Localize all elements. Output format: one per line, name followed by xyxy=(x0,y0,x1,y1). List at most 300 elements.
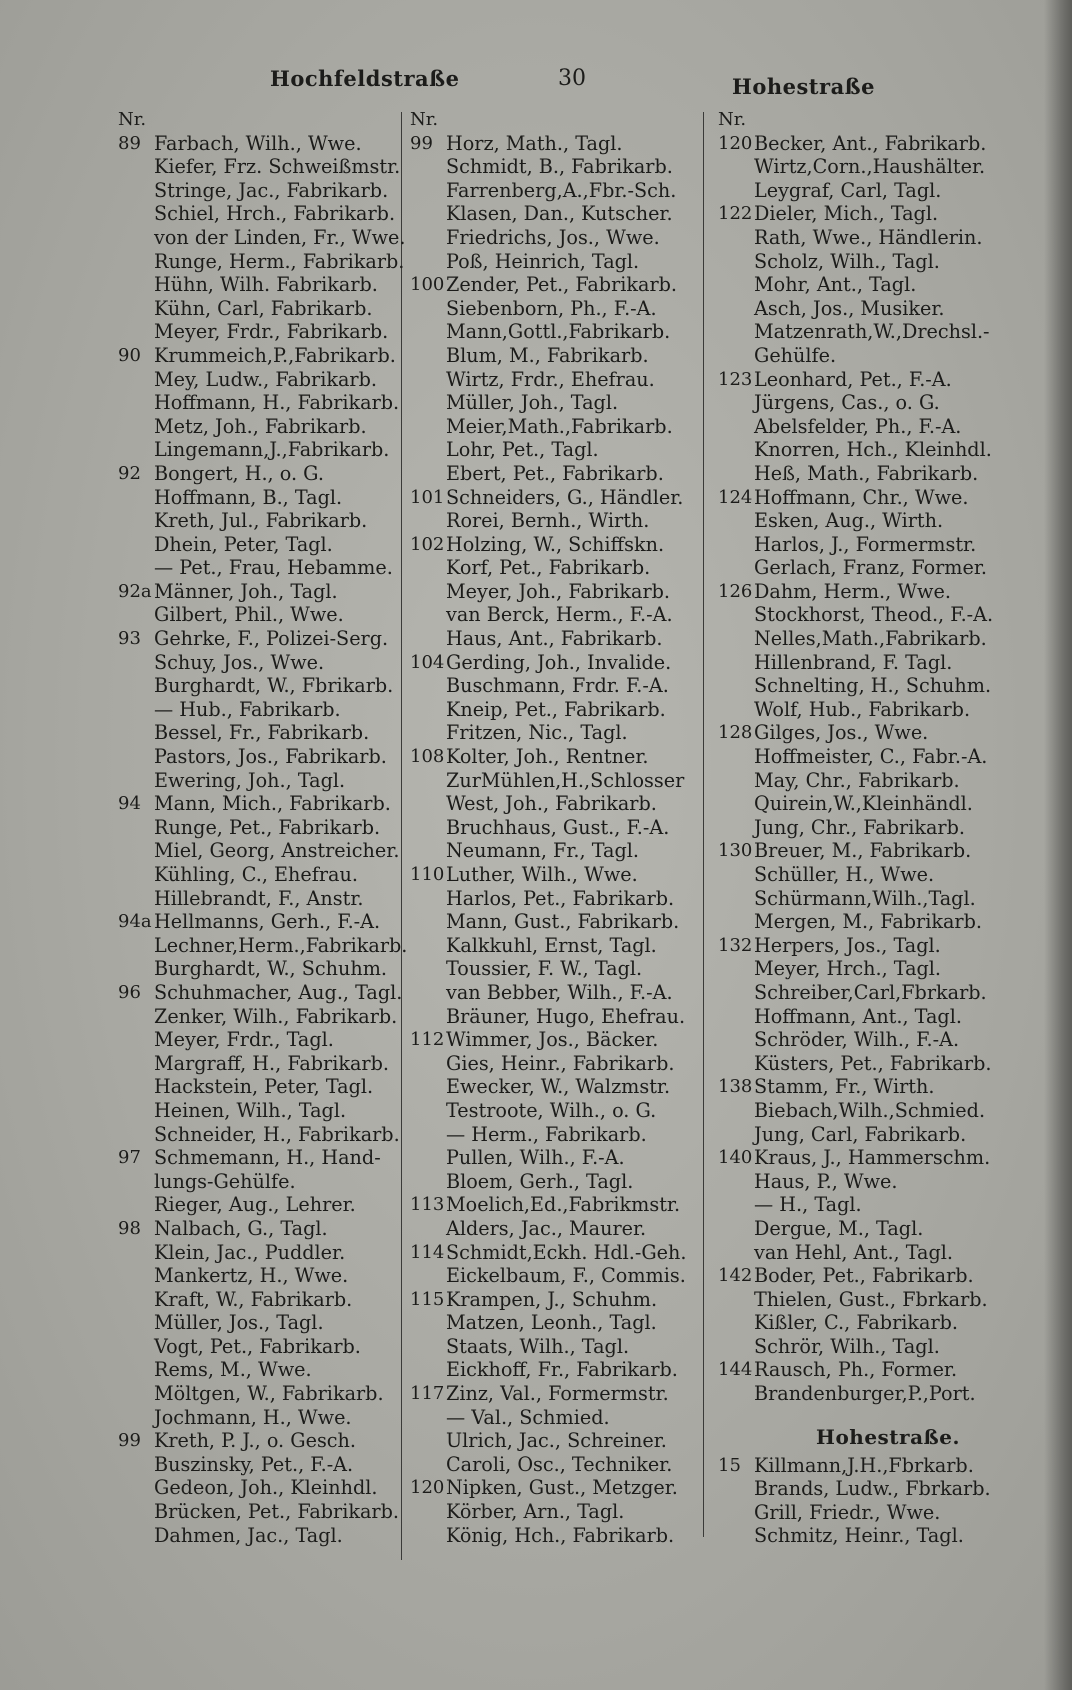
list-item xyxy=(118,391,408,415)
resident-entry: Kreth, P. J., o. Gesch. xyxy=(154,1429,356,1453)
list-item xyxy=(718,745,1018,769)
resident-entry: Haus, P., Wwe. xyxy=(754,1169,898,1193)
list-item xyxy=(410,651,710,675)
list-item xyxy=(718,1311,1018,1335)
list-item xyxy=(410,1123,710,1147)
resident-entry: Heß, Math., Fabrikarb. xyxy=(754,461,979,485)
house-number: 144 xyxy=(718,1359,753,1381)
resident-entry: Harlos, Pet., Fabrikarb. xyxy=(446,886,675,910)
house-number: 89 xyxy=(118,132,141,154)
resident-entry: Siebenborn, Ph., F.-A. xyxy=(446,296,657,320)
resident-entry: Farbach, Wilh., Wwe. xyxy=(154,131,362,155)
resident-entry: Matzen, Leonh., Tagl. xyxy=(446,1311,657,1335)
list-item xyxy=(410,745,710,769)
list-item xyxy=(118,486,408,510)
resident-entry: Schneiders, G., Händler. xyxy=(446,485,684,509)
house-number: 140 xyxy=(718,1147,753,1169)
resident-entry: Metz, Joh., Fabrikarb. xyxy=(154,414,367,438)
list-item xyxy=(410,816,710,840)
list-item xyxy=(118,462,408,486)
resident-entry: Buschmann, Frdr. F.-A. xyxy=(446,674,669,698)
list-item xyxy=(118,721,408,745)
resident-entry: Esken, Aug., Wirth. xyxy=(754,509,944,533)
list-item xyxy=(118,1429,408,1453)
list-item xyxy=(118,1099,408,1123)
resident-entry: König, Hch., Fabrikarb. xyxy=(446,1523,675,1547)
list-item xyxy=(718,1028,1018,1052)
right-street-title: Hohestraße xyxy=(732,74,875,99)
resident-entry: Müller, Jos., Tagl. xyxy=(154,1311,324,1335)
resident-entry: Meyer, Joh., Fabrikarb. xyxy=(446,579,671,603)
resident-entry: Holzing, W., Schiffskn. xyxy=(446,532,665,556)
resident-entry: Schmidt,Eckh. Hdl.-Geh. xyxy=(446,1240,687,1264)
list-item xyxy=(718,273,1018,297)
list-item xyxy=(718,1288,1018,1312)
resident-entry: Gies, Heinr., Fabrikarb. xyxy=(446,1051,675,1075)
resident-entry: Hillebrandt, F., Anstr. xyxy=(154,886,364,910)
list-item xyxy=(718,887,1018,911)
list-item xyxy=(718,1241,1018,1265)
list-item xyxy=(118,1335,408,1359)
house-number: 98 xyxy=(118,1217,141,1239)
page-edge-shadow xyxy=(1044,0,1072,1690)
list-item xyxy=(718,1146,1018,1170)
house-number: 99 xyxy=(118,1430,141,1452)
list-item xyxy=(118,698,408,722)
list-item xyxy=(718,1524,1018,1548)
resident-entry: Meyer, Frdr., Fabrikarb. xyxy=(154,320,389,344)
resident-entry: Schiel, Hrch., Fabrikarb. xyxy=(154,202,396,226)
resident-entry: — H., Tagl. xyxy=(754,1193,862,1217)
list-item xyxy=(118,179,408,203)
list-item xyxy=(718,391,1018,415)
list-item xyxy=(118,132,408,156)
resident-entry: Dahm, Herm., Wwe. xyxy=(754,579,951,603)
resident-entry: Leonhard, Pet., F.-A. xyxy=(754,367,952,391)
house-number: 100 xyxy=(410,274,445,296)
list-item xyxy=(118,627,408,651)
resident-entry: Meyer, Hrch., Tagl. xyxy=(754,957,942,981)
resident-entry: Nalbach, G., Tagl. xyxy=(154,1216,328,1240)
resident-entry: Dahmen, Jac., Tagl. xyxy=(154,1523,343,1547)
resident-entry: Dergue, M., Tagl. xyxy=(754,1216,924,1240)
list-item xyxy=(718,1075,1018,1099)
resident-entry: Lechner,Herm.,Fabrikarb. xyxy=(154,933,408,957)
list-item xyxy=(118,1193,408,1217)
list-item xyxy=(410,1146,710,1170)
resident-entry: Krummeich,P.,Fabrikarb. xyxy=(154,343,396,367)
list-item xyxy=(410,344,710,368)
list-item xyxy=(718,509,1018,533)
resident-entry: Eickelbaum, F., Commis. xyxy=(446,1264,686,1288)
list-item xyxy=(410,1476,710,1500)
list-item xyxy=(718,344,1018,368)
resident-entry: Jung, Chr., Fabrikarb. xyxy=(754,815,965,839)
list-item xyxy=(118,1146,408,1170)
resident-entry: West, Joh., Fabrikarb. xyxy=(446,792,657,816)
list-item xyxy=(118,957,408,981)
list-item xyxy=(410,981,710,1005)
list-item xyxy=(718,1123,1018,1147)
list-item xyxy=(718,580,1018,604)
house-number: 97 xyxy=(118,1147,141,1169)
resident-entry: Pullen, Wilh., F.-A. xyxy=(446,1146,625,1170)
resident-entry: Körber, Arn., Tagl. xyxy=(446,1500,625,1524)
resident-entry: Klein, Jac., Puddler. xyxy=(154,1240,346,1264)
left-street-title: Hochfeldstraße xyxy=(270,66,460,91)
list-item xyxy=(718,1052,1018,1076)
list-item xyxy=(118,580,408,604)
resident-entry: Ebert, Pet., Fabrikarb. xyxy=(446,461,664,485)
resident-entry: Schmitz, Heinr., Tagl. xyxy=(754,1524,964,1548)
resident-entry: Staats, Wilh., Tagl. xyxy=(446,1334,630,1358)
list-item xyxy=(118,1170,408,1194)
list-item xyxy=(118,792,408,816)
list-item xyxy=(718,981,1018,1005)
resident-entry: — Hub., Fabrikarb. xyxy=(154,697,341,721)
resident-entry: Hühn, Wilh. Fabrikarb. xyxy=(154,273,378,297)
resident-entry: Toussier, F. W., Tagl. xyxy=(446,957,643,981)
house-number: 102 xyxy=(410,533,445,555)
list-item xyxy=(118,1500,408,1524)
resident-entry: Kneip, Pet., Fabrikarb. xyxy=(446,697,666,721)
list-item xyxy=(118,816,408,840)
list-item xyxy=(718,863,1018,887)
house-number: 126 xyxy=(718,580,753,602)
resident-entry: Kalkkuhl, Ernst, Tagl. xyxy=(446,933,657,957)
list-item xyxy=(410,1005,710,1029)
list-item xyxy=(410,1264,710,1288)
resident-entry: Rorei, Bernh., Wirth. xyxy=(446,509,650,533)
list-item xyxy=(118,226,408,250)
resident-entry: Ulrich, Jac., Schreiner. xyxy=(446,1429,667,1453)
resident-entry: Mann, Gust., Fabrikarb. xyxy=(446,910,680,934)
list-item xyxy=(410,202,710,226)
house-number: 92a xyxy=(118,580,152,602)
list-item xyxy=(410,368,710,392)
list-item xyxy=(410,1028,710,1052)
house-number: 138 xyxy=(718,1076,753,1098)
list-item xyxy=(118,368,408,392)
resident-entry: Boder, Pet., Fabrikarb. xyxy=(754,1264,974,1288)
resident-entry: Buszinsky, Pet., F.-A. xyxy=(154,1452,354,1476)
list-item xyxy=(118,745,408,769)
list-item xyxy=(410,1288,710,1312)
resident-entry: Gedeon, Joh., Kleinhdl. xyxy=(154,1476,378,1500)
house-number: 113 xyxy=(410,1194,445,1216)
list-item xyxy=(718,1005,1018,1029)
list-item xyxy=(118,651,408,675)
nr-column-label: Nr. xyxy=(718,109,747,130)
resident-entry: Kißler, C., Fabrikarb. xyxy=(754,1311,958,1335)
list-item xyxy=(718,1501,1018,1525)
list-item xyxy=(718,132,1018,156)
resident-entry: Caroli, Osc., Techniker. xyxy=(446,1452,673,1476)
resident-entry: Alders, Jac., Maurer. xyxy=(446,1216,647,1240)
list-item xyxy=(718,816,1018,840)
list-item xyxy=(410,462,710,486)
column-3 xyxy=(718,108,1018,1548)
resident-entry: Männer, Joh., Tagl. xyxy=(154,579,338,603)
list-item xyxy=(410,486,710,510)
resident-entry: Schürmann,Wilh.,Tagl. xyxy=(754,886,976,910)
house-number: 15 xyxy=(718,1454,741,1476)
resident-entry: Wirtz,Corn.,Haushälter. xyxy=(754,155,986,179)
resident-entry: ZurMühlen,H.,Schlosser xyxy=(446,768,685,792)
house-number: 101 xyxy=(410,486,445,508)
list-item xyxy=(118,1453,408,1477)
list-item xyxy=(118,1358,408,1382)
list-item xyxy=(410,1524,710,1548)
list-item xyxy=(410,1453,710,1477)
resident-entry: Brücken, Pet., Fabrikarb. xyxy=(154,1500,399,1524)
list-item xyxy=(718,462,1018,486)
nr-column-label: Nr. xyxy=(118,109,147,130)
resident-entry: Bongert, H., o. G. xyxy=(154,461,324,485)
resident-entry: Kraus, J., Hammerschm. xyxy=(754,1146,991,1170)
list-item xyxy=(410,1241,710,1265)
resident-entry: Ewecker, W., Walzmstr. xyxy=(446,1075,671,1099)
list-item xyxy=(718,250,1018,274)
resident-entry: Stringe, Jac., Fabrikarb. xyxy=(154,178,389,202)
list-item xyxy=(410,580,710,604)
list-item xyxy=(718,603,1018,627)
list-item xyxy=(118,1075,408,1099)
list-item xyxy=(118,1382,408,1406)
resident-entry: Scholz, Wilh., Tagl. xyxy=(754,249,940,273)
resident-entry: Testroote, Wilh., o. G. xyxy=(446,1098,657,1122)
resident-entry: Meier,Math.,Fabrikarb. xyxy=(446,414,673,438)
list-item xyxy=(410,627,710,651)
list-item xyxy=(718,934,1018,958)
list-item xyxy=(718,1170,1018,1194)
resident-entry: Nipken, Gust., Metzger. xyxy=(446,1476,678,1500)
resident-entry: Mohr, Ant., Tagl. xyxy=(754,273,917,297)
house-number: 92 xyxy=(118,462,141,484)
list-item xyxy=(410,1052,710,1076)
list-item xyxy=(718,1217,1018,1241)
list-item xyxy=(410,1429,710,1453)
list-item xyxy=(718,297,1018,321)
house-number: 90 xyxy=(118,344,141,366)
list-item xyxy=(410,769,710,793)
resident-entry: van Hehl, Ant., Tagl. xyxy=(754,1240,954,1264)
resident-entry: Kiefer, Frz. Schweißmstr. xyxy=(154,155,401,179)
list-item xyxy=(410,839,710,863)
resident-entry: Kolter, Joh., Rentner. xyxy=(446,745,649,769)
resident-entry: Schmidt, B., Fabrikarb. xyxy=(446,155,673,179)
column-2 xyxy=(410,108,710,1547)
list-item xyxy=(718,226,1018,250)
resident-entry: May, Chr., Fabrikarb. xyxy=(754,768,960,792)
resident-entry: Quirein,W.,Kleinhändl. xyxy=(754,792,973,816)
nr-column-label: Nr. xyxy=(410,109,439,130)
resident-entry: Harlos, J., Formermstr. xyxy=(754,532,977,556)
list-item xyxy=(118,438,408,462)
list-item xyxy=(118,1264,408,1288)
resident-entry: Gerding, Joh., Invalide. xyxy=(446,650,672,674)
list-item xyxy=(410,556,710,580)
list-item xyxy=(410,957,710,981)
resident-entry: Gerlach, Franz, Former. xyxy=(754,556,988,580)
list-item xyxy=(410,674,710,698)
resident-entry: Abelsfelder, Ph., F.-A. xyxy=(754,414,962,438)
house-number: 130 xyxy=(718,840,753,862)
resident-entry: Thielen, Gust., Fbrkarb. xyxy=(754,1287,988,1311)
list-item xyxy=(118,509,408,533)
resident-entry: Breuer, M., Fabrikarb. xyxy=(754,839,972,863)
list-item xyxy=(718,627,1018,651)
resident-entry: Mergen, M., Fabrikarb. xyxy=(754,910,982,934)
list-item xyxy=(410,509,710,533)
list-item xyxy=(118,250,408,274)
resident-entry: Hackstein, Peter, Tagl. xyxy=(154,1075,374,1099)
list-item xyxy=(410,179,710,203)
column-1 xyxy=(118,108,408,1547)
list-item xyxy=(118,1028,408,1052)
resident-entry: Wimmer, Jos., Bäcker. xyxy=(446,1028,659,1052)
resident-entry: Schrör, Wilh., Tagl. xyxy=(754,1334,940,1358)
list-item xyxy=(410,1311,710,1335)
resident-entry: Haus, Ant., Fabrikarb. xyxy=(446,627,663,651)
house-number: 120 xyxy=(410,1477,445,1499)
resident-entry: Klasen, Dan., Kutscher. xyxy=(446,202,673,226)
resident-entry: Miel, Georg, Anstreicher. xyxy=(154,839,400,863)
list-item xyxy=(410,863,710,887)
page-number: 30 xyxy=(558,66,586,91)
resident-entry: Farrenberg,A.,Fbr.-Sch. xyxy=(446,178,677,202)
resident-entry: Wirtz, Frdr., Ehefrau. xyxy=(446,367,655,391)
list-item xyxy=(118,1241,408,1265)
resident-entry: Mankertz, H., Wwe. xyxy=(154,1264,349,1288)
resident-entry: Wolf, Hub., Fabrikarb. xyxy=(754,697,971,721)
resident-entry: Ewering, Joh., Tagl. xyxy=(154,768,346,792)
resident-entry: Hoffmeister, C., Fabr.-A. xyxy=(754,745,988,769)
list-item xyxy=(118,674,408,698)
list-item xyxy=(410,438,710,462)
list-item xyxy=(410,887,710,911)
list-item xyxy=(718,1358,1018,1382)
list-item xyxy=(410,226,710,250)
house-number: 104 xyxy=(410,651,445,673)
resident-entry: Kreth, Jul., Fabrikarb. xyxy=(154,509,368,533)
resident-entry: Matzenrath,W.,Drechsl.- xyxy=(754,320,990,344)
list-item xyxy=(718,698,1018,722)
list-item xyxy=(718,1454,1018,1478)
resident-entry: Friedrichs, Jos., Wwe. xyxy=(446,225,660,249)
house-number: 93 xyxy=(118,628,141,650)
resident-entry: von der Linden, Fr., Wwe. xyxy=(154,225,406,249)
resident-entry: Bessel, Fr., Fabrikarb. xyxy=(154,721,370,745)
resident-entry: Korf, Pet., Fabrikarb. xyxy=(446,556,651,580)
house-number: 115 xyxy=(410,1288,445,1310)
house-number: 132 xyxy=(718,934,753,956)
list-item xyxy=(410,1075,710,1099)
resident-entry: Schuy, Jos., Wwe. xyxy=(154,650,325,674)
list-item xyxy=(718,1382,1018,1406)
resident-entry: Bruchhaus, Gust., F.-A. xyxy=(446,815,670,839)
list-item xyxy=(118,533,408,557)
resident-entry: Mann, Mich., Fabrikarb. xyxy=(154,792,391,816)
resident-entry: Pastors, Jos., Fabrikarb. xyxy=(154,745,387,769)
resident-entry: Brandenburger,P.,Port. xyxy=(754,1382,976,1406)
list-item xyxy=(118,415,408,439)
resident-entry: Horz, Math., Tagl. xyxy=(446,131,623,155)
list-item xyxy=(718,769,1018,793)
list-item xyxy=(410,250,710,274)
list-item xyxy=(118,1288,408,1312)
resident-entry: Hoffmann, Chr., Wwe. xyxy=(754,485,969,509)
list-item xyxy=(118,297,408,321)
resident-entry: Nelles,Math.,Fabrikarb. xyxy=(754,627,987,651)
list-item xyxy=(718,910,1018,934)
list-item xyxy=(410,1099,710,1123)
page-header xyxy=(0,62,1072,102)
house-number: 120 xyxy=(718,132,753,154)
list-item xyxy=(118,556,408,580)
resident-entry: Schüller, H., Wwe. xyxy=(754,863,935,886)
resident-entry: Zenker, Wilh., Fabrikarb. xyxy=(154,1004,398,1028)
house-number: 108 xyxy=(410,746,445,768)
list-item xyxy=(410,934,710,958)
list-item xyxy=(410,320,710,344)
resident-entry: Meyer, Frdr., Tagl. xyxy=(154,1028,334,1052)
list-item xyxy=(410,1170,710,1194)
list-item xyxy=(118,202,408,226)
list-item xyxy=(118,320,408,344)
resident-entry: Mey, Ludw., Fabrikarb. xyxy=(154,367,377,391)
list-item xyxy=(118,910,408,934)
resident-entry: Küsters, Pet., Fabrikarb. xyxy=(754,1051,992,1075)
list-item xyxy=(410,132,710,156)
resident-entry: Burghardt, W., Fbrikarb. xyxy=(154,674,394,698)
resident-entry: Jürgens, Cas., o. G. xyxy=(754,391,940,415)
resident-entry: Bräuner, Hugo, Ehefrau. xyxy=(446,1004,686,1028)
list-item xyxy=(718,533,1018,557)
list-item xyxy=(118,1217,408,1241)
resident-entry: Rausch, Ph., Former. xyxy=(754,1358,958,1382)
resident-entry: Kühn, Carl, Fabrikarb. xyxy=(154,296,373,320)
resident-entry: Dhein, Peter, Tagl. xyxy=(154,532,333,556)
resident-entry: Eickhoff, Fr., Fabrikarb. xyxy=(446,1358,678,1382)
list-item xyxy=(410,792,710,816)
list-item xyxy=(118,1052,408,1076)
resident-entry: Luther, Wilh., Wwe. xyxy=(446,863,638,886)
resident-entry: Burghardt, W., Schuhm. xyxy=(154,957,387,981)
list-item xyxy=(118,934,408,958)
list-item xyxy=(718,674,1018,698)
resident-entry: Gehülfe. xyxy=(754,343,837,367)
resident-entry: Jochmann, H., Wwe. xyxy=(154,1405,352,1429)
resident-entry: Hillenbrand, F. Tagl. xyxy=(754,650,953,674)
list-item xyxy=(410,910,710,934)
resident-entry: Hellmanns, Gerh., F.-A. xyxy=(154,910,381,934)
resident-entry: Krampen, J., Schuhm. xyxy=(446,1287,658,1311)
section-heading: Hohestraße. xyxy=(816,1424,960,1449)
house-number: 96 xyxy=(118,981,141,1003)
resident-entry: Stamm, Fr., Wirth. xyxy=(754,1075,935,1099)
list-item xyxy=(410,603,710,627)
list-item xyxy=(118,1311,408,1335)
resident-entry: Asch, Jos., Musiker. xyxy=(754,296,945,320)
resident-entry: Schreiber,Carl,Fbrkarb. xyxy=(754,980,987,1004)
house-number: 122 xyxy=(718,203,753,225)
list-item xyxy=(718,486,1018,510)
resident-entry: Schneider, H., Fabrikarb. xyxy=(154,1122,400,1146)
resident-entry: lungs-Gehülfe. xyxy=(154,1169,296,1193)
list-item xyxy=(118,1524,408,1548)
list-item xyxy=(718,415,1018,439)
